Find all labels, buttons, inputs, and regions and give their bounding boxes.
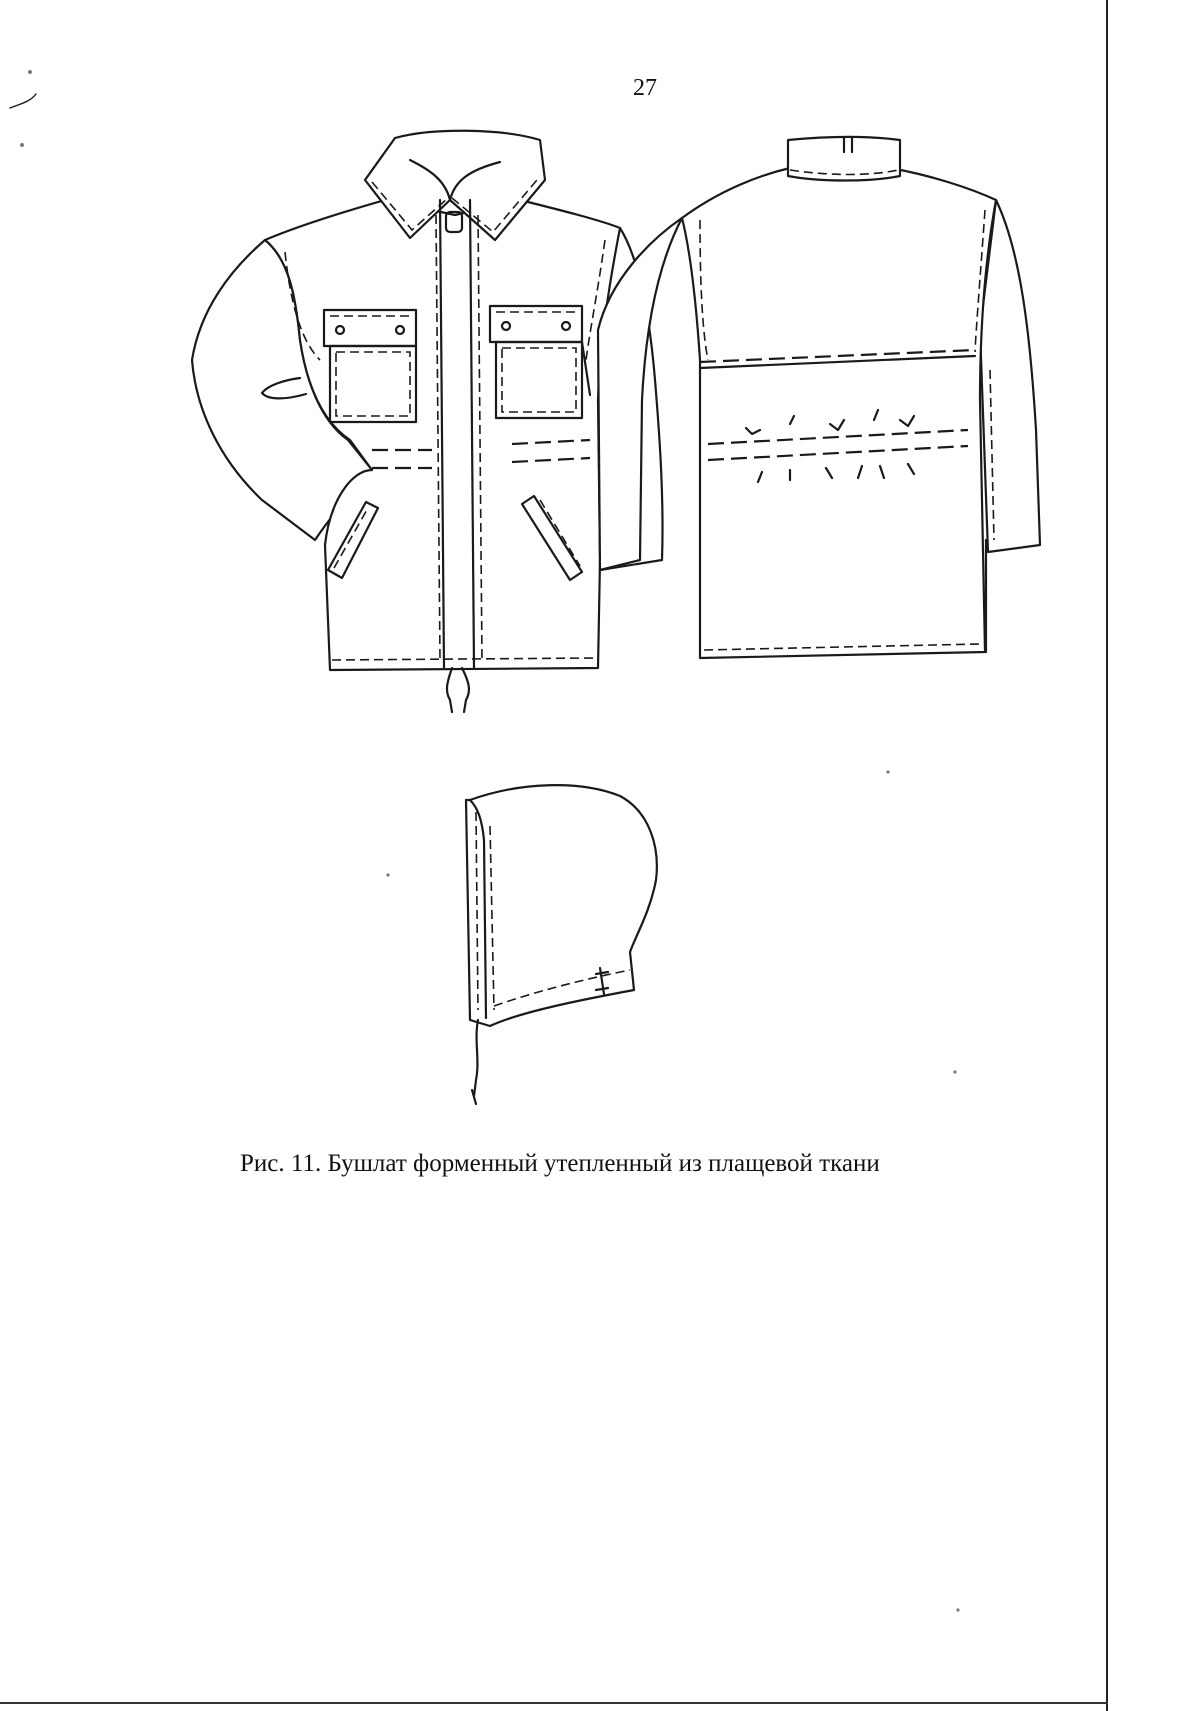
back-body (682, 168, 996, 658)
page-number: 27 (633, 75, 657, 101)
jacket-front-view (192, 131, 663, 712)
hood-outline (466, 785, 657, 1026)
jacket-back-view (598, 137, 1040, 658)
hood-drawstring (474, 1020, 478, 1096)
front-hem-drawstring (447, 668, 469, 712)
hood-view (466, 785, 657, 1104)
figure-caption: Рис. 11. Бушлат форменный утепленный из плащевой ткани (240, 1150, 880, 1177)
